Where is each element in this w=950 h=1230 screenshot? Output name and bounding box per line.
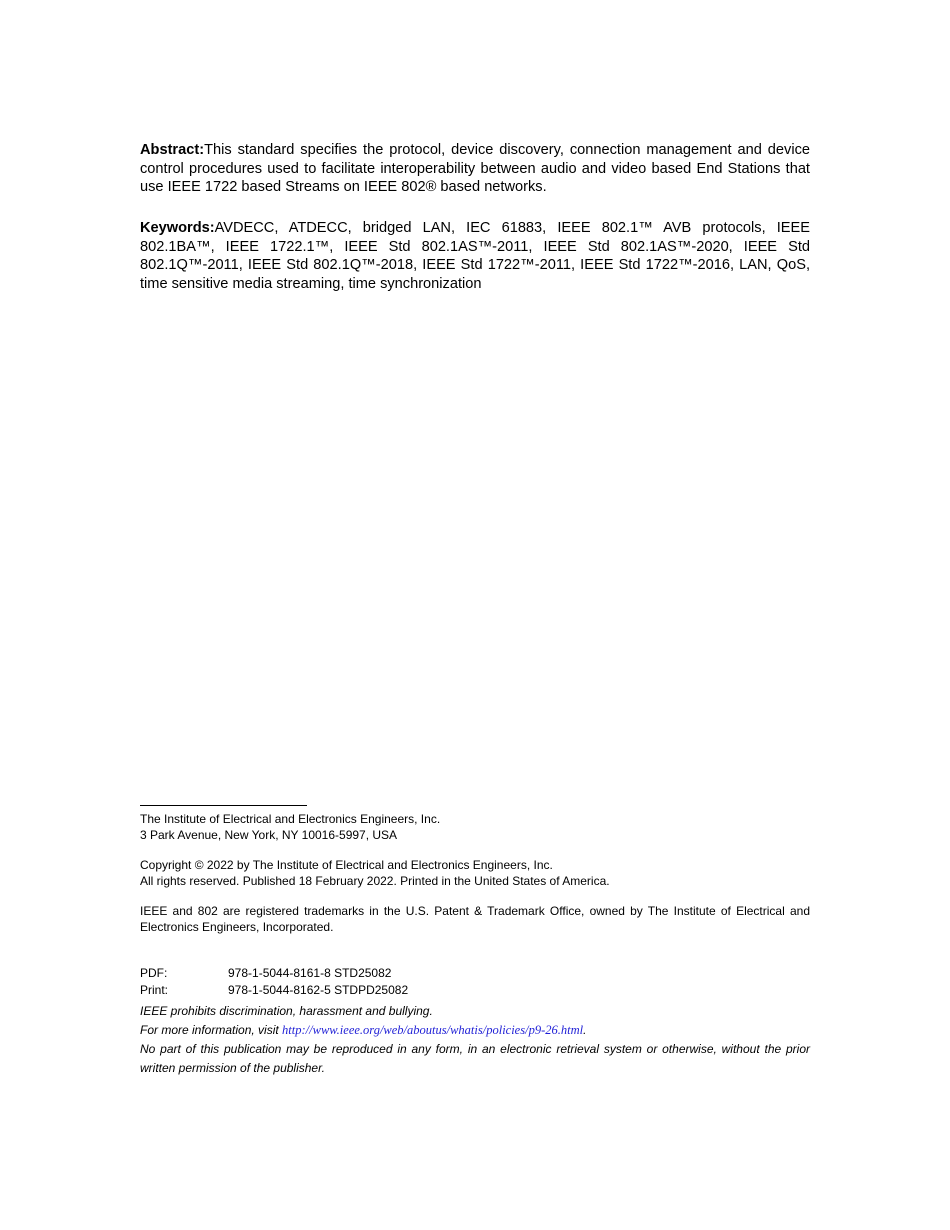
more-info-suffix: . [583, 1023, 587, 1037]
keywords-label: Keywords: [140, 220, 215, 236]
abstract-text: This standard specifies the protocol, device discovery, connection management and device control procedures used to facilitate interoperability between audio and video based End Stations that use IEEE 1722 based Streams on IEEE 802® based networks. [140, 142, 810, 196]
reproduction-notice: No part of this publication may be reproduced in any form, in an electronic retrieval system or otherwise, without the prior written permission of the publisher. [140, 1042, 810, 1075]
keywords-paragraph [140, 219, 810, 293]
isbn-value: 978-1-5044-8161-8 STD25082 [228, 966, 392, 980]
isbn-row-pdf [140, 966, 391, 981]
publisher-address [140, 812, 810, 843]
copyright-line-2: All rights reserved. Published 18 February 2022. Printed in the United States of America. [140, 873, 610, 888]
isbn-value: 978-1-5044-8162-5 STDPD25082 [228, 983, 409, 997]
discrimination-notice: IEEE prohibits discrimination, harassment and bullying. [140, 1004, 433, 1018]
more-info-prefix: For more information, visit [140, 1023, 283, 1037]
footnote-divider [140, 805, 307, 806]
keywords-text: AVDECC, ATDECC, bridged LAN, IEC 61883, IEEE 802.1™ AVB protocols, IEEE 802.1BA™, IEEE 1722.1™, IEEE Std 802.1AS™-2011, IEEE Std 802.1AS™-2020, IEEE Std 802.1Q™-2011, IEEE Std 802.1Q™-2018, IEEE Std 1722™-2011, IEEE Std 1722™-2016, LAN, QoS, time sensitive media streaming, time synchronization [140, 220, 810, 292]
abstract-paragraph [140, 141, 810, 197]
isbn-label: PDF: [140, 966, 168, 980]
address-line-2: 3 Park Avenue, New York, NY 10016-5997, USA [140, 827, 398, 842]
abstract-label: Abstract: [140, 142, 205, 158]
address-line-1: The Institute of Electrical and Electronics Engineers, Inc. [140, 812, 441, 826]
isbn-row-print [140, 983, 408, 998]
more-info-line [140, 1021, 810, 1040]
copyright-notice [140, 858, 810, 889]
isbn-label: Print: [140, 983, 169, 997]
copyright-line-1: Copyright © 2022 by The Institute of Electrical and Electronics Engineers, Inc. [140, 858, 553, 872]
trademark-notice: IEEE and 802 are registered trademarks in the U.S. Patent & Trademark Office, owned by The Institute of Electrical and Electronics Engineers, Incorporated. [140, 904, 810, 934]
policy-link[interactable]: http://www.ieee.org/web/aboutus/whatis/policies/p9-26.html [282, 1023, 584, 1037]
